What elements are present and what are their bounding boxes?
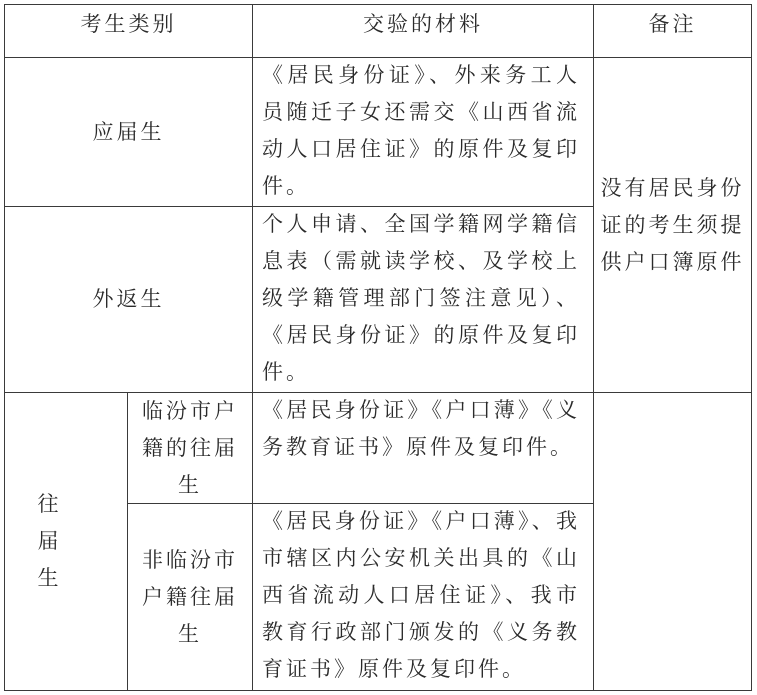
rule-bottom [4, 690, 752, 691]
row-materials-nonlocal: 《居民身份证》《户口薄》、我市辖区内公安机关出具的《山西省流动人口居住证》、我市教育行政部门颁发的《义务教育证书》原件及复印件。 [262, 509, 580, 681]
remark-note: 没有居民身份证的考生须提供户口簿原件 [600, 175, 745, 274]
sub-label-local: 临汾市户籍的往届生 [142, 398, 238, 497]
sub-label-nonlocal: 非临汾市户籍往届生 [142, 547, 238, 646]
row-materials-fresh: 《居民身份证》、外来务工人员随迁子女还需交《山西省流动人口居住证》的原件及复印件。 [262, 63, 580, 198]
rule-sub [127, 392, 128, 691]
row-materials-returning: 个人申请、全国学籍网学籍信息表（需就读学校、及学校上级学籍管理部门签注意见）、《居民身份证》的原件及复印件。 [262, 212, 580, 384]
row-label-past: 往届生 [37, 492, 59, 590]
row-label-returning: 外返生 [92, 287, 165, 311]
row-materials-local: 《居民身份证》《户口薄》《义务教育证书》原件及复印件。 [262, 398, 580, 459]
rule-right [751, 4, 752, 691]
header-remarks: 备注 [648, 11, 697, 36]
header-materials: 交验的材料 [363, 11, 483, 36]
rule-mid [252, 4, 253, 691]
row-label-fresh: 应届生 [92, 119, 165, 144]
rule-remark [593, 4, 594, 691]
header-category: 考生类别 [80, 11, 177, 36]
